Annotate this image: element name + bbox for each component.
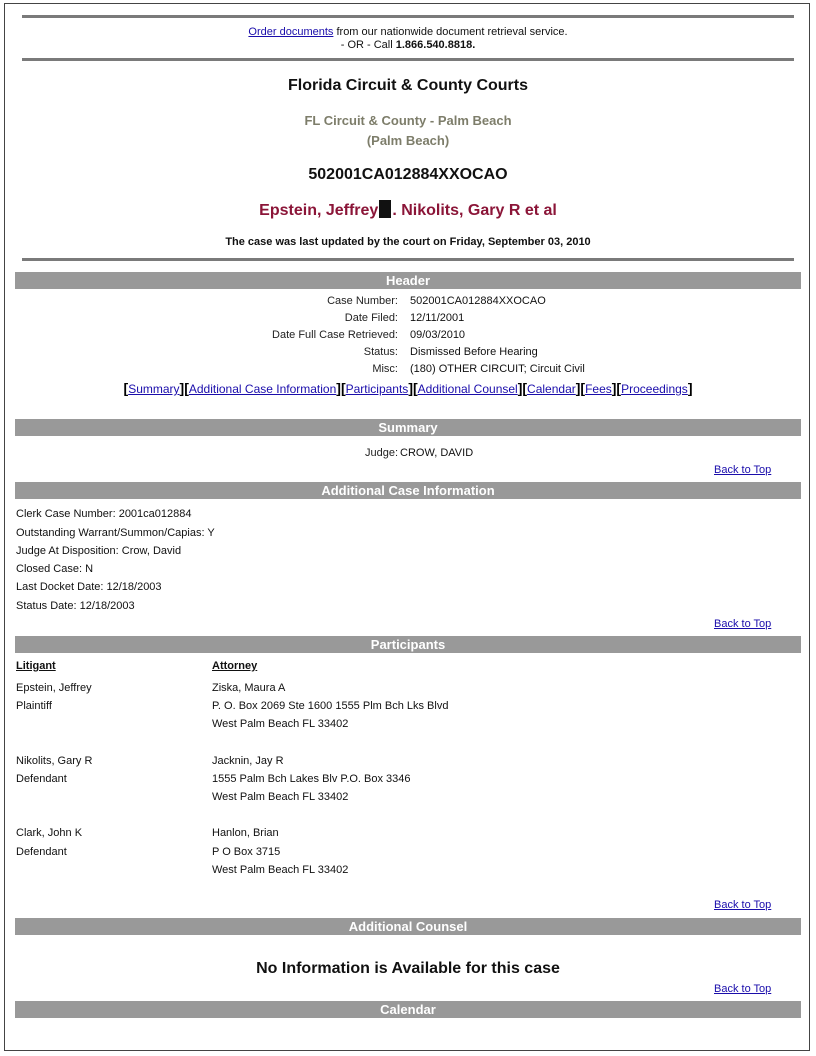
date-retrieved-label: Date Full Case Retrieved: xyxy=(272,329,398,341)
info-line: Judge At Disposition: Crow, David xyxy=(16,545,182,557)
misc-value: (180) OTHER CIRCUIT; Circuit Civil xyxy=(410,363,585,375)
court-title: Florida Circuit & County Courts xyxy=(288,77,528,94)
additional-counsel-section-bar: Additional Counsel xyxy=(15,918,801,935)
nav-calendar-link[interactable]: Calendar xyxy=(527,382,576,396)
summary-section-bar: Summary xyxy=(15,419,801,436)
participants-section-bar: Participants xyxy=(15,636,801,653)
case-parties xyxy=(0,200,816,220)
date-filed-value: 12/11/2001 xyxy=(410,312,465,324)
attorney-name: Ziska, Maura A xyxy=(212,682,286,694)
order-text: from our nationwide document retrieval service. xyxy=(336,26,568,38)
phone-number: 1.866.540.8818. xyxy=(395,39,476,51)
divider xyxy=(22,58,794,61)
case-number-value: 502001CA012884XXOCAO xyxy=(410,295,546,307)
venue-sub: (Palm Beach) xyxy=(366,133,450,148)
date-retrieved-value: 09/03/2010 xyxy=(410,329,466,341)
back-to-top-link[interactable]: Back to Top xyxy=(714,618,772,630)
redaction-block xyxy=(379,200,391,218)
divider xyxy=(22,15,794,18)
info-line: Clerk Case Number: 2001ca012884 xyxy=(16,508,192,520)
nav-participants-link[interactable]: Participants xyxy=(345,382,409,396)
nav-summary-link[interactable]: Summary xyxy=(128,382,180,396)
calendar-section-bar: Calendar xyxy=(15,1001,801,1018)
litigant-role: Plaintiff xyxy=(16,700,52,712)
litigant-role: Defendant xyxy=(16,773,67,785)
attorney-address: P O Box 3715 xyxy=(212,846,281,858)
info-line: Last Docket Date: 12/18/2003 xyxy=(16,581,162,593)
attorney-city: West Palm Beach FL 33402 xyxy=(212,791,349,803)
attorney-column-header: Attorney xyxy=(212,660,258,672)
divider xyxy=(22,258,794,261)
attorney-address: P. O. Box 2069 Ste 1600 1555 Plm Bch Lks Blvd xyxy=(212,700,449,712)
party-b: . Nikolits, Gary R et al xyxy=(392,202,557,219)
attorney-name: Hanlon, Brian xyxy=(212,827,279,839)
attorney-name: Jacknin, Jay R xyxy=(212,755,284,767)
nav-additional-counsel-link[interactable]: Additional Counsel xyxy=(417,382,518,396)
misc-label: Misc: xyxy=(372,363,398,375)
status-label: Status: xyxy=(363,346,398,358)
or-call-text: - OR - Call xyxy=(340,39,393,51)
status-value: Dismissed Before Hearing xyxy=(410,346,538,358)
info-line: Status Date: 12/18/2003 xyxy=(16,600,135,612)
additional-info-section-bar: Additional Case Information xyxy=(15,482,801,499)
attorney-address: 1555 Palm Bch Lakes Blv P.O. Box 3346 xyxy=(212,773,411,785)
attorney-city: West Palm Beach FL 33402 xyxy=(212,864,349,876)
litigant-name: Clark, John K xyxy=(16,827,83,839)
nav-additional-info-link[interactable]: Additional Case Information xyxy=(188,382,337,396)
info-line: Closed Case: N xyxy=(16,563,94,575)
order-documents-link[interactable]: Order documents xyxy=(248,26,334,38)
case-number-label: Case Number: xyxy=(327,295,398,307)
back-to-top-link[interactable]: Back to Top xyxy=(714,464,772,476)
back-to-top-link[interactable]: Back to Top xyxy=(714,899,772,911)
nav-fees-link[interactable]: Fees xyxy=(585,382,612,396)
litigant-name: Epstein, Jeffrey xyxy=(16,682,92,694)
party-a: Epstein, Jeffrey xyxy=(259,202,379,219)
judge-label: Judge: xyxy=(364,447,398,459)
order-notice xyxy=(0,26,816,52)
litigant-role: Defendant xyxy=(16,846,67,858)
info-line: Outstanding Warrant/Summon/Capias: Y xyxy=(16,527,215,539)
section-nav: [Summary][Additional Case Information][Participants][Additional Counsel][Calendar][Fees][Proceedings] xyxy=(123,380,693,396)
nav-proceedings-link[interactable]: Proceedings xyxy=(621,382,688,396)
back-to-top-link[interactable]: Back to Top xyxy=(714,983,772,995)
case-id-heading: 502001CA012884XXOCAO xyxy=(308,166,508,183)
venue-name: FL Circuit & County - Palm Beach xyxy=(304,113,512,128)
judge-value: CROW, DAVID xyxy=(400,447,474,459)
no-information-message: No Information is Available for this case xyxy=(256,960,560,977)
header-section-bar: Header xyxy=(15,272,801,289)
date-filed-label: Date Filed: xyxy=(344,312,398,324)
attorney-city: West Palm Beach FL 33402 xyxy=(212,718,349,730)
litigant-column-header: Litigant xyxy=(16,660,56,672)
last-updated: The case was last updated by the court on Friday, September 03, 2010 xyxy=(225,236,591,248)
litigant-name: Nikolits, Gary R xyxy=(16,755,93,767)
